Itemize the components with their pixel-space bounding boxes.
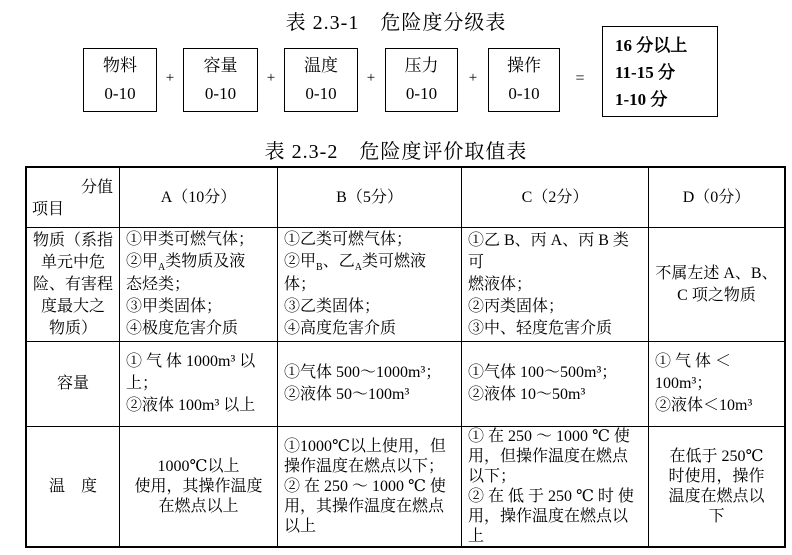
cell-temperature-b: ①1000℃以上使用，但 操作温度在燃点以下； ② 在 250 ～ 1000 ℃ 使 用，其操作温度在燃点 以上 — [278, 427, 462, 546]
column-header-d: D（0分） — [649, 168, 784, 228]
cell-temperature-d: 在低于 250℃ 时使用，操作 温度在燃点以 下 — [668, 447, 765, 525]
material-box-label: 物料 — [103, 56, 137, 75]
pressure-box — [385, 48, 458, 112]
corner-item-label: 项目 — [32, 201, 65, 218]
cell-substance-c: ①乙 B、丙 A、丙 B 类可 燃液体； ②丙类固体； ③中、轻度危害介质 — [462, 228, 649, 342]
cell-temperature-c: ① 在 250 ～ 1000 ℃ 使 用，但操作温度在燃点 以下； ② 在 低 于 250 ℃ 时 使 用，操作温度在燃点以 上 — [462, 427, 649, 546]
cell-capacity-b: ①气体 500～1000m³； ②液体 50～100m³ — [278, 342, 462, 427]
row-label-capacity: 容量 — [27, 342, 120, 427]
column-header-b: B（5分） — [278, 168, 462, 228]
temperature-box-label: 温度 — [304, 56, 338, 75]
row-label-substance: 物质（系指 单元中危 险、有害程 度最大之 物质） — [27, 228, 120, 342]
cell-capacity-a: ① 气 体 1000m³ 以 上； ②液体 100m³ 以上 — [120, 342, 278, 427]
material-box-range: 0-10 — [104, 84, 136, 103]
cell-substance-b: ①乙类可燃气体； ②甲$_B$、乙$_A$类可燃液体； ③乙类固体； ④高度危害介质 — [278, 228, 462, 342]
cell-substance-a: ①甲类可燃气体； ②甲$_A$类物质及液 态烃类； ③甲类固体； ④极度危害介质 — [120, 228, 278, 342]
pressure-box-range: 0-10 — [405, 84, 438, 103]
cell-temperature-a: 1000℃以上 使用，其操作温度 在燃点以上 — [120, 427, 278, 546]
pressure-box-label: 压力 — [404, 56, 439, 75]
cell-capacity-d: ① 气 体 ＜ 100m³； ②液体＜10m³ — [649, 342, 784, 427]
capacity-box-label: 容量 — [203, 56, 238, 75]
capacity-box-range: 0-10 — [204, 84, 237, 103]
score-legend-box: 16 分以上 11-15 分 1-10 分 — [602, 26, 718, 117]
corner-header-cell — [27, 168, 120, 228]
plus-sign: + — [266, 70, 276, 86]
plus-sign: + — [366, 70, 376, 86]
table1-title: 表 2.3-1 危险度分级表 — [285, 12, 507, 34]
operation-box-range: 0-10 — [508, 84, 540, 103]
plus-sign: + — [165, 70, 175, 86]
temperature-box-range: 0-10 — [305, 84, 337, 103]
evaluation-table — [25, 166, 786, 548]
temperature-box — [284, 48, 358, 112]
row-label-temperature: 温 度 — [27, 427, 120, 546]
cell-capacity-c: ①气体 100～500m³； ②液体 10～50m³ — [462, 342, 649, 427]
plus-sign: + — [468, 70, 478, 86]
operation-box-label: 操作 — [507, 56, 541, 75]
material-box — [83, 48, 157, 112]
capacity-box — [183, 48, 258, 112]
table2-title: 表 2.3-2 危险度评价取值表 — [264, 141, 528, 163]
column-header-c: C（2分） — [462, 168, 649, 228]
corner-score-label: 分值 — [80, 179, 113, 196]
equals-sign: = — [575, 70, 585, 87]
column-header-a: A（10分） — [120, 168, 278, 228]
operation-box — [488, 48, 560, 112]
cell-substance-d: 不属左述 A、B、 C 项之物质 — [649, 228, 784, 342]
